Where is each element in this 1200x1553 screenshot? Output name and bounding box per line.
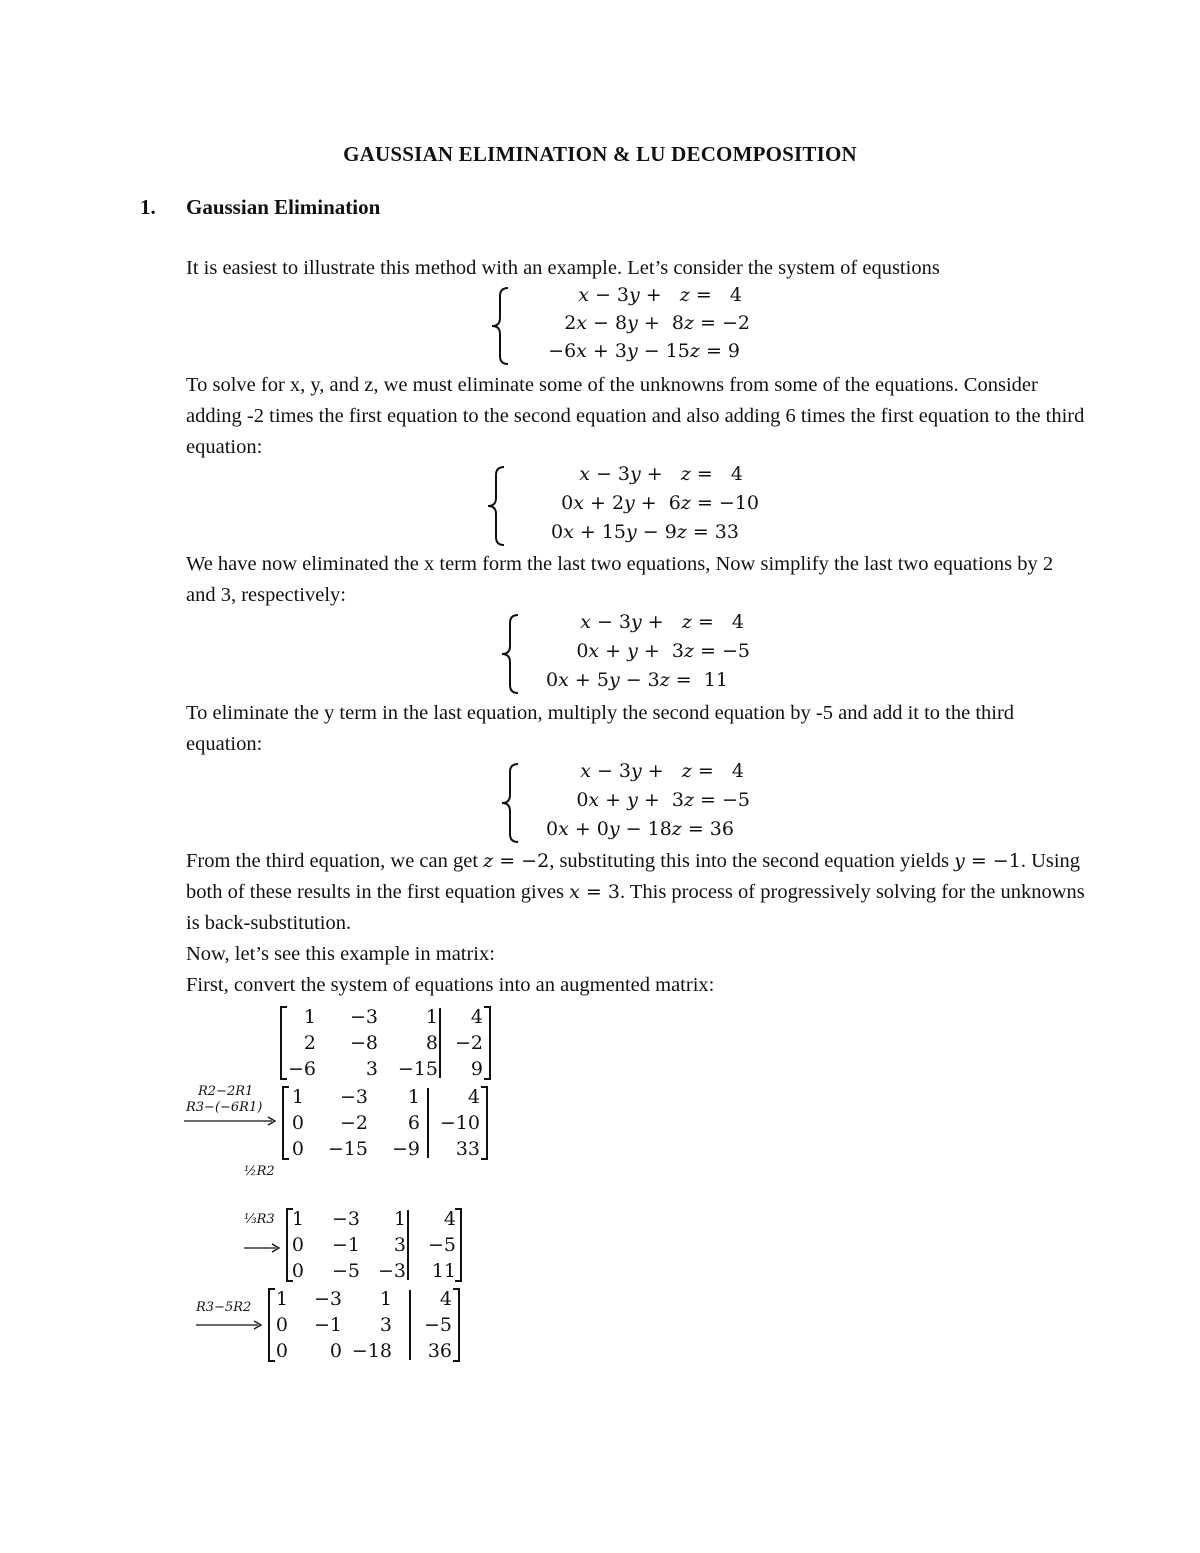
matrix-cell: −10: [439, 1112, 480, 1134]
matrix-cell: −3: [339, 1086, 368, 1108]
equation-row: 𝑥 − 3𝑦 + 𝑧 = 4: [580, 760, 744, 782]
matrix-cell: −18: [351, 1340, 392, 1362]
matrix-intro: First, convert the system of equations into an augmented matrix:: [186, 974, 715, 996]
augmented-matrix-1: [278, 1004, 493, 1082]
matrix-cell: 0: [291, 1234, 304, 1256]
section-title: Gaussian Elimination: [186, 195, 381, 219]
matrix-cell: 0: [329, 1340, 342, 1362]
row-operation-label: 𝑅2−2𝑅1: [198, 1084, 254, 1099]
augmented-matrix-2: [280, 1084, 490, 1162]
matrix-cell: 0: [291, 1138, 304, 1160]
matrix-cell: 3: [393, 1234, 406, 1256]
equation-row: 0𝑥 + 𝑦 + 3𝑧 = −5: [576, 789, 750, 811]
matrix-intro: Now, let’s see this example in matrix:: [186, 943, 495, 965]
matrix-cell: −3: [377, 1260, 406, 1282]
x-solution: 𝑥 = 3: [569, 881, 620, 903]
matrix-cell: 33: [455, 1138, 480, 1160]
brace-icon: [496, 760, 526, 846]
matrix-cell: −2: [454, 1032, 483, 1054]
matrix-cell: −3: [349, 1006, 378, 1028]
arrow-icon: [244, 1243, 282, 1253]
y-solution: 𝑦 = −1: [954, 850, 1021, 872]
text: . This process of progressively solving for the unknowns is back-substitution.: [186, 881, 1085, 934]
row-operation-label: 𝑅3−(−6𝑅1): [186, 1100, 263, 1115]
intro-paragraph: It is easiest to illustrate this method with an example. Let’s consider the system of equstions: [186, 257, 940, 279]
matrix-cell: −5: [427, 1234, 456, 1256]
page-title: GAUSSIAN ELIMINATION & LU DECOMPOSITION: [343, 142, 857, 166]
matrix-cell: 1: [303, 1006, 316, 1028]
equation-system-3: [492, 611, 750, 697]
text: . Using both of these results in the first equation gives: [186, 850, 1081, 903]
equation-row: 0𝑥 + 5𝑦 − 3𝑧 = 11: [546, 669, 728, 691]
equation-row: 𝑥 − 3𝑦 + 𝑧 = 4: [578, 284, 742, 306]
explanation-paragraph: To eliminate the y term in the last equation, multiply the second equation by -5 and add it to the third equation:: [186, 702, 1015, 755]
matrix-cell: −1: [313, 1314, 342, 1336]
matrix-cell: −6: [287, 1058, 316, 1080]
equation-row: −6𝑥 + 3𝑦 − 15𝑧 = 9: [548, 340, 740, 362]
matrix-cell: 1: [407, 1086, 420, 1108]
matrix-cell: 4: [467, 1086, 480, 1108]
matrix-cell: −2: [339, 1112, 368, 1134]
matrix-cell: 4: [439, 1288, 452, 1310]
equation-row: 0𝑥 + 15𝑦 − 9𝑧 = 33: [551, 521, 739, 543]
matrix-cell: −9: [391, 1138, 420, 1160]
equation-row: 0𝑥 + 𝑦 + 3𝑧 = −5: [576, 640, 750, 662]
matrix-cell: 8: [425, 1032, 438, 1054]
equation-row: 𝑥 − 3𝑦 + 𝑧 = 4: [579, 463, 743, 485]
brace-icon: [486, 284, 516, 368]
matrix-cell: 0: [275, 1314, 288, 1336]
matrix-cell: −8: [349, 1032, 378, 1054]
matrix-cell: 0: [291, 1112, 304, 1134]
matrix-cell: 1: [275, 1288, 288, 1310]
equation-row: 𝑥 − 3𝑦 + 𝑧 = 4: [580, 611, 744, 633]
matrix-cell: −3: [313, 1288, 342, 1310]
matrix-cell: 3: [379, 1314, 392, 1336]
matrix-cell: 0: [291, 1260, 304, 1282]
arrow-icon: [184, 1116, 278, 1126]
equation-row: 0𝑥 + 2𝑦 + 6𝑧 = −10: [561, 492, 759, 514]
augmented-matrix-4: [266, 1286, 462, 1364]
row-operation-label: 𝑅3−5𝑅2: [196, 1300, 252, 1315]
matrix-cell: 4: [443, 1208, 456, 1230]
explanation-paragraph: We have now eliminated the x term form the last two equations, Now simplify the last two equations by 2 and 3, respectively:: [186, 553, 1054, 606]
matrix-cell: 1: [393, 1208, 406, 1230]
z-solution: 𝑧 = −2: [483, 850, 550, 872]
matrix-cell: −5: [423, 1314, 452, 1336]
matrix-cell: −3: [331, 1208, 360, 1230]
matrix-cell: 9: [470, 1058, 483, 1080]
text: From the third equation, we can get: [186, 850, 484, 872]
row-operation-label: ⅓𝑅3: [244, 1212, 275, 1227]
text: , substituting this into the second equation yields: [549, 850, 949, 872]
matrix-cell: −1: [331, 1234, 360, 1256]
equation-row: 2𝑥 − 8𝑦 + 8𝑧 = −2: [564, 312, 750, 334]
matrix-cell: −15: [397, 1058, 438, 1080]
equation-system-4: [492, 760, 750, 846]
matrix-cell: 2: [303, 1032, 316, 1054]
row-operation-label: ½𝑅2: [244, 1164, 275, 1179]
matrix-cell: 1: [291, 1086, 304, 1108]
matrix-cell: 1: [379, 1288, 392, 1310]
explanation-paragraph: To solve for x, y, and z, we must eliminate some of the unknowns from some of the equations. Consider adding -2 times the first equation to the second equation and also adding 6 times the first equation to the third equation:: [186, 374, 1085, 458]
matrix-cell: 3: [365, 1058, 378, 1080]
equation-system-1: [480, 284, 750, 368]
equation-row: 0𝑥 + 0𝑦 − 18𝑧 = 36: [546, 818, 734, 840]
matrix-cell: 0: [275, 1340, 288, 1362]
brace-icon: [496, 611, 526, 697]
brace-icon: [482, 463, 512, 549]
arrow-icon: [196, 1320, 264, 1330]
matrix-cell: 36: [427, 1340, 452, 1362]
matrix-cell: 1: [425, 1006, 438, 1028]
section-number: 1.: [140, 195, 156, 219]
matrix-cell: −15: [327, 1138, 368, 1160]
equation-system-2: [478, 463, 763, 549]
matrix-cell: −5: [331, 1260, 360, 1282]
matrix-cell: 11: [431, 1260, 456, 1282]
augmented-matrix-3: [284, 1206, 464, 1284]
matrix-cell: 6: [407, 1112, 420, 1134]
matrix-cell: 1: [291, 1208, 304, 1230]
matrix-cell: 4: [470, 1006, 483, 1028]
back-substitution-paragraph: [186, 846, 1086, 939]
